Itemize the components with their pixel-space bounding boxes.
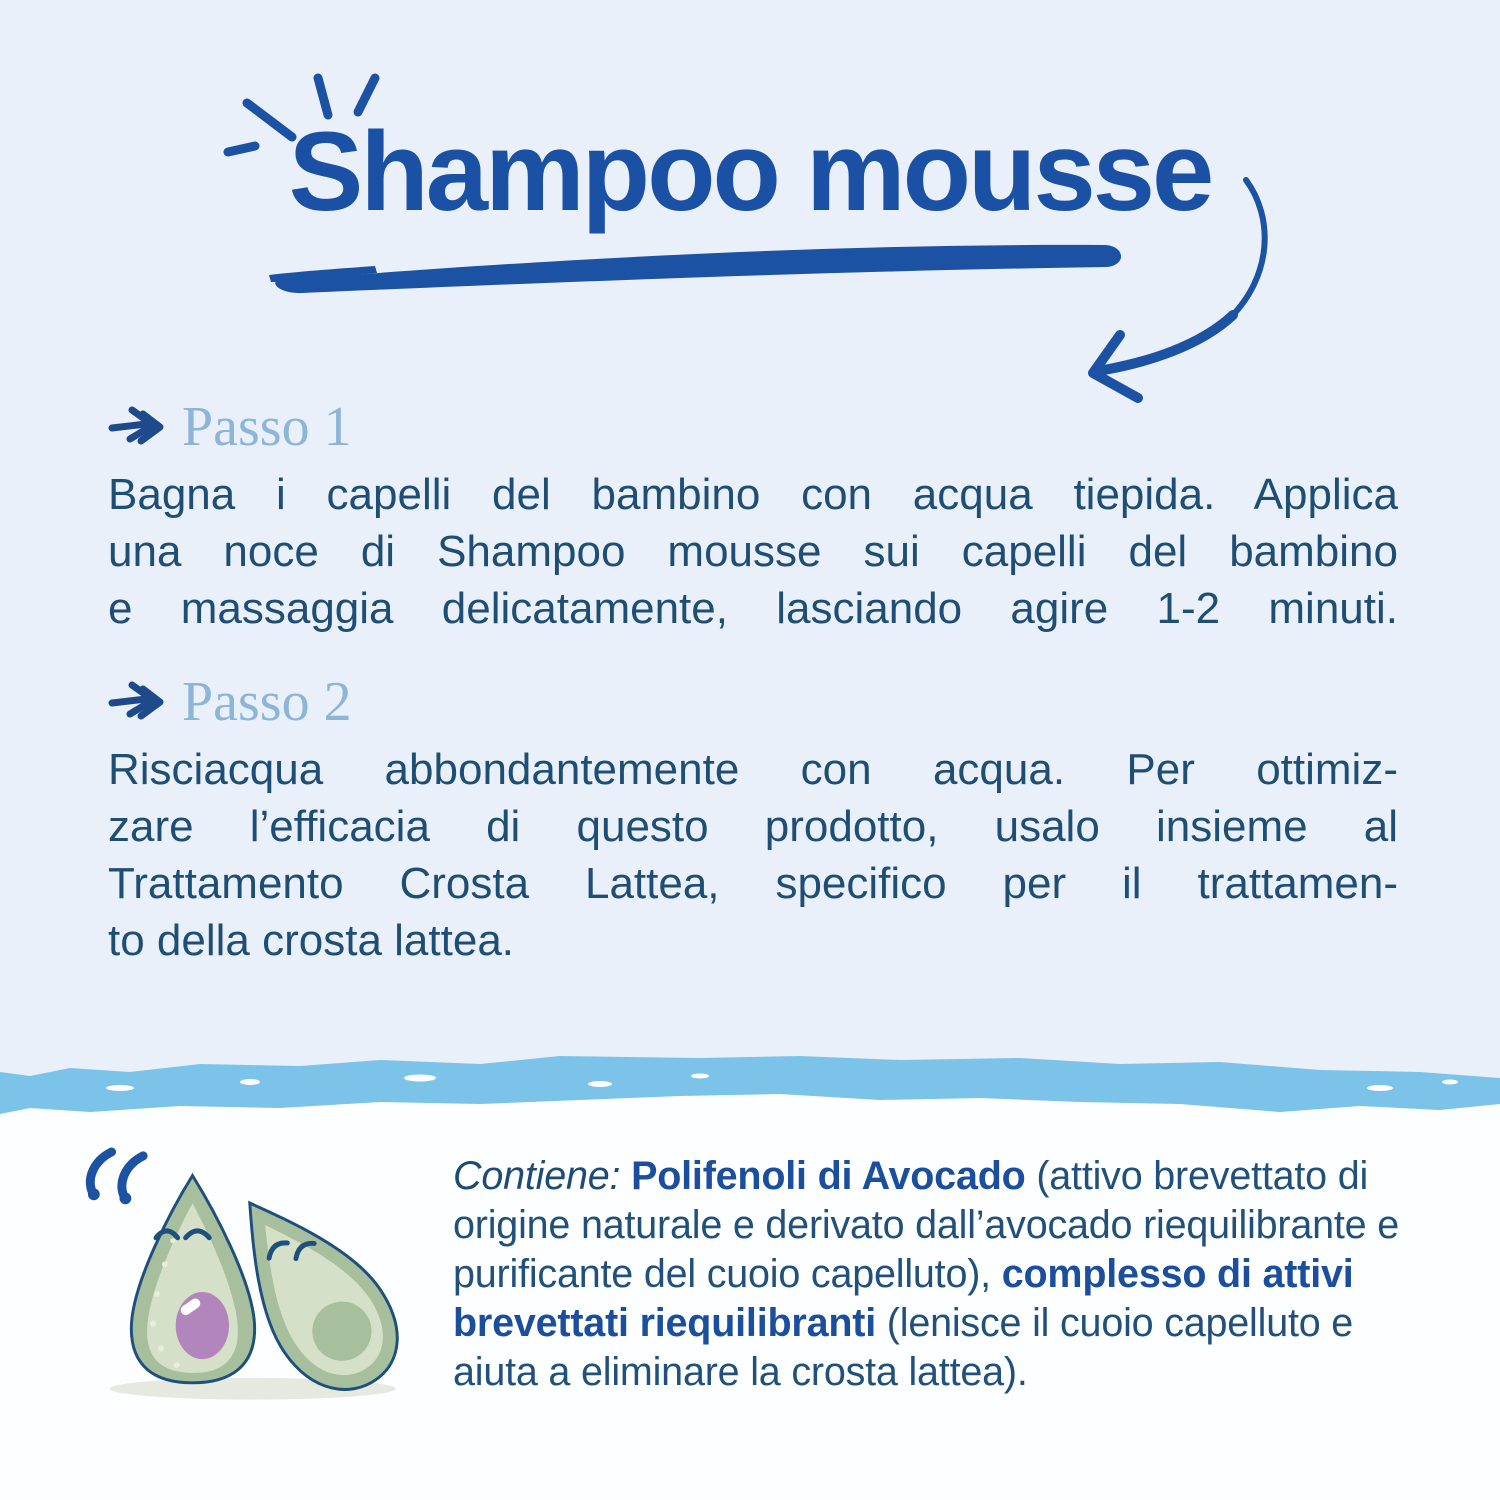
brush-divider [0, 1048, 1500, 1138]
contiene-label: Contiene: [453, 1154, 632, 1198]
avocado-cartoon-illustration [78, 1146, 453, 1442]
text-line: Risciacqua abbondantemente con acqua. Per ottimiz- [108, 745, 1398, 794]
step-1 [108, 398, 1398, 637]
page-title: Shampoo mousse [288, 109, 1212, 234]
text-line: to della crosta lattea. [108, 916, 515, 965]
step-2 [108, 673, 1398, 969]
ingredients-section [0, 1138, 1500, 1500]
step-2-label: Passo 2 [182, 671, 352, 733]
avocado-pit [176, 1292, 229, 1359]
brush-underline [263, 231, 1143, 297]
ingredient-polifenoli: Polifenoli di Avocado [631, 1154, 1026, 1198]
text-line: zare l’efficacia di questo prodotto, usalo insieme al [108, 802, 1398, 851]
text-line: Trattamento Crosta Lattea, specifico per il trattamen- [108, 859, 1398, 908]
step-2-heading [108, 673, 1398, 731]
right-arrow-icon [108, 678, 166, 726]
ingredient-desc-2: (lenisce il cuoio capelluto e aiuta a eliminare la crosta lattea). [453, 1301, 1354, 1394]
step-2-text [108, 741, 1398, 969]
text-line: Bagna i capelli del bambino con acqua tiepida. Applica [108, 470, 1398, 519]
step-1-text [108, 466, 1398, 637]
text-line: e massaggia delicatamente, lasciando agire 1-2 minuti. [108, 584, 1398, 633]
avocado-left [131, 1176, 254, 1383]
ingredient-desc-1: (attivo brevettato di origine naturale e derivato dall’avocado riequilibrante e purificante del cuoio capelluto), [453, 1154, 1399, 1296]
text-line: una noce di Shampoo mousse sui capelli del bambino [108, 527, 1398, 576]
curved-arrow-icon [1078, 168, 1293, 408]
ingredients-text [453, 1152, 1445, 1397]
step-1-label: Passo 1 [182, 396, 352, 458]
right-arrow-icon [108, 403, 166, 451]
ingredient-complesso: complesso di attivi brevettati riequilibranti [453, 1252, 1354, 1345]
